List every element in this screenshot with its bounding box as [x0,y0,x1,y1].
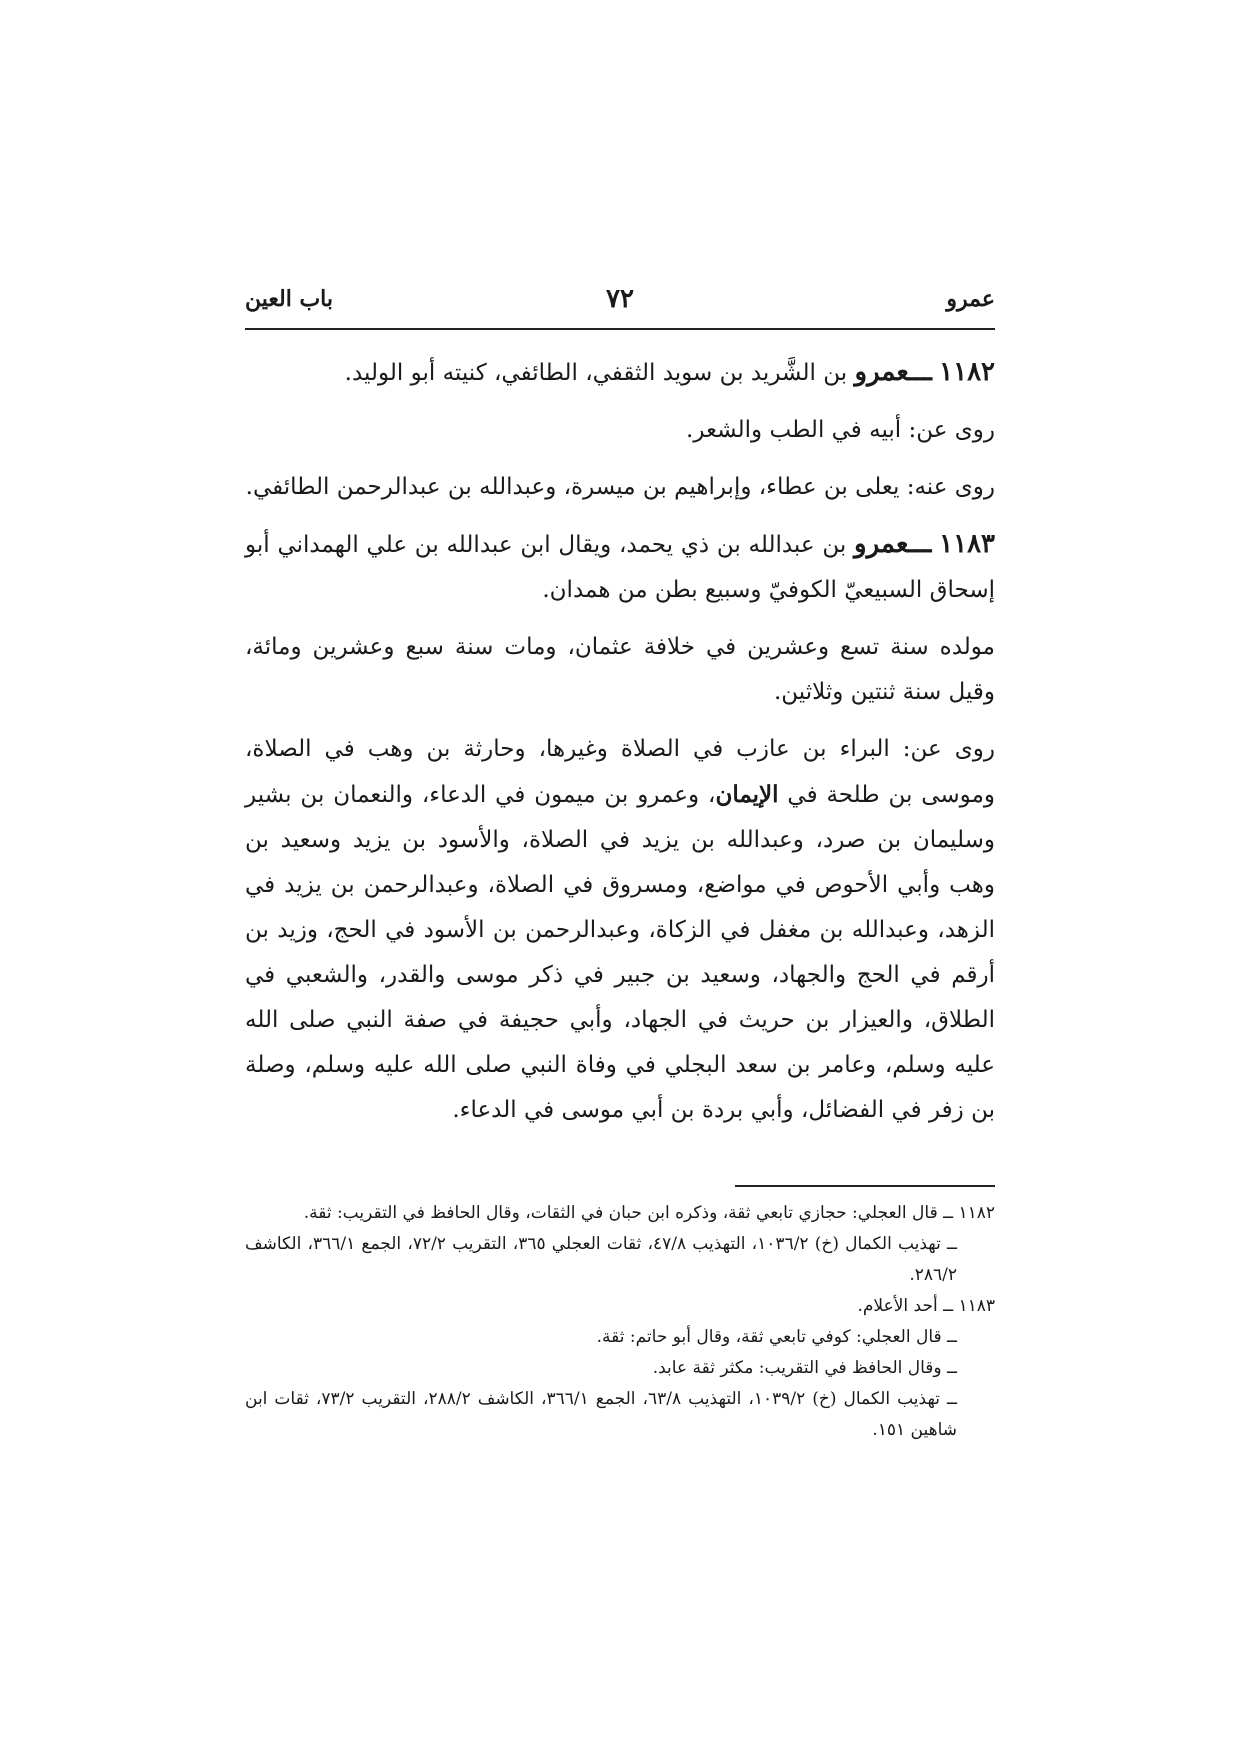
entry-title-text: بن عبدالله بن ذي يحمد، ويقال ابن عبدالله بن علي الهمداني أبو إسحاق السبيعيّ الكوفيّ وسبيع بطن من همدان. [245,532,995,603]
entry-title-text: بن الشَّريد بن سويد الثقفي، الطائفي، كنيته أبو الوليد. [344,360,855,386]
entry-dash: ـــ [908,529,932,559]
footnote-1183-a: ١١٨٣ ــ أحد الأعلام. [857,1296,995,1316]
narrated-from-text-cont: ، وعمرو بن ميمون في الدعاء، والنعمان بن بشير وسليمان بن صرد، وعبدالله بن يزيد في الصلاة، والأسود بن يزيد وسعيد بن وهب وأبي الأحوص في مواضع، ومسروق في الصلاة، وعبدالرحمن بن يزيد في الزهد، وعبدالله بن مغفل في الزكاة، وعبدالرحمن بن الأسود في الحج، وزيد بن أرقم في الحج والجهاد، وسعيد بن جبير في ذكر موسى والقدر، والشعبي في الطلاق، والعيزار بن حريث في الجهاد، وأبي حجيفة في صفة النبي صلى الله عليه وسلم، وعامر بن سعد البجلي في وفاة النبي صلى الله عليه وسلم، وصلة بن زفر في الفضائل، وأبي بردة بن أبي موسى في الدعاء. [245,782,995,1123]
entry-name: عمرو [854,529,909,559]
footnote-1183-b: ــ قال العجلي: كوفي تابعي ثقة، وقال أبو حاتم: ثقة. [596,1327,957,1347]
entry-1182-narrators: روى عنه: يعلى بن عطاء، وإبراهيم بن ميسرة، وعبدالله بن عبدالرحمن الطائفي. [245,474,995,500]
entry-1183-birth: مولده سنة تسع وعشرين في خلافة عثمان، ومات سنة سبع وعشرين ومائة، وقيل سنة ثنتين وثلاثين. [245,634,995,705]
narrated-from-text: روى عن: البراء بن عازب في الصلاة وغيرها، وحارثة بن وهب في الصلاة، وموسى بن طلحة في [245,736,995,808]
entry-name: عمرو [854,357,909,387]
entry-number: ١١٨٢ [939,357,995,387]
footnotes [245,1198,995,1446]
entry-1182-title [245,350,995,396]
entry-1183-title [245,522,995,613]
page-number: ٧٢ [606,284,634,314]
header-rule [245,328,995,330]
narrated-from-bold: الإيمان [715,781,779,808]
entry-1183-narrated-from [245,727,995,1133]
footnote-1182-b: ــ تهذيب الكمال (خ) ١٠٣٦/٢، التهذيب ٤٧/٨، ثقات العجلي ٣٦٥، التقريب ٧٢/٢، الجمع ٣٦٦/١، الكاشف ٢٨٦/٢. [245,1234,958,1285]
header-name: عمرو [946,286,995,312]
entry-number: ١١٨٣ [939,529,995,559]
header-chapter: باب العين [245,286,334,312]
footnote-rule [735,1185,995,1187]
entry-1182-narrated-from: روى عن: أبيه في الطب والشعر. [686,417,995,443]
entry-dash: ـــ [908,357,932,387]
running-header [245,282,995,324]
footnote-1183-c: ــ وقال الحافظ في التقريب: مكثر ثقة عابد. [652,1358,957,1378]
footnote-1183-d: ــ تهذيب الكمال (خ) ١٠٣٩/٢، التهذيب ٦٣/٨، الجمع ٣٦٦/١، الكاشف ٢٨٨/٢، التقريب ٧٣/٢، ثقات ابن شاهين ١٥١. [245,1389,957,1440]
footnote-1182-a: ١١٨٢ ــ قال العجلي: حجازي تابعي ثقة، وذكره ابن حبان في الثقات، وقال الحافظ في التقريب: ثقة. [303,1203,995,1223]
main-text [245,350,995,1145]
